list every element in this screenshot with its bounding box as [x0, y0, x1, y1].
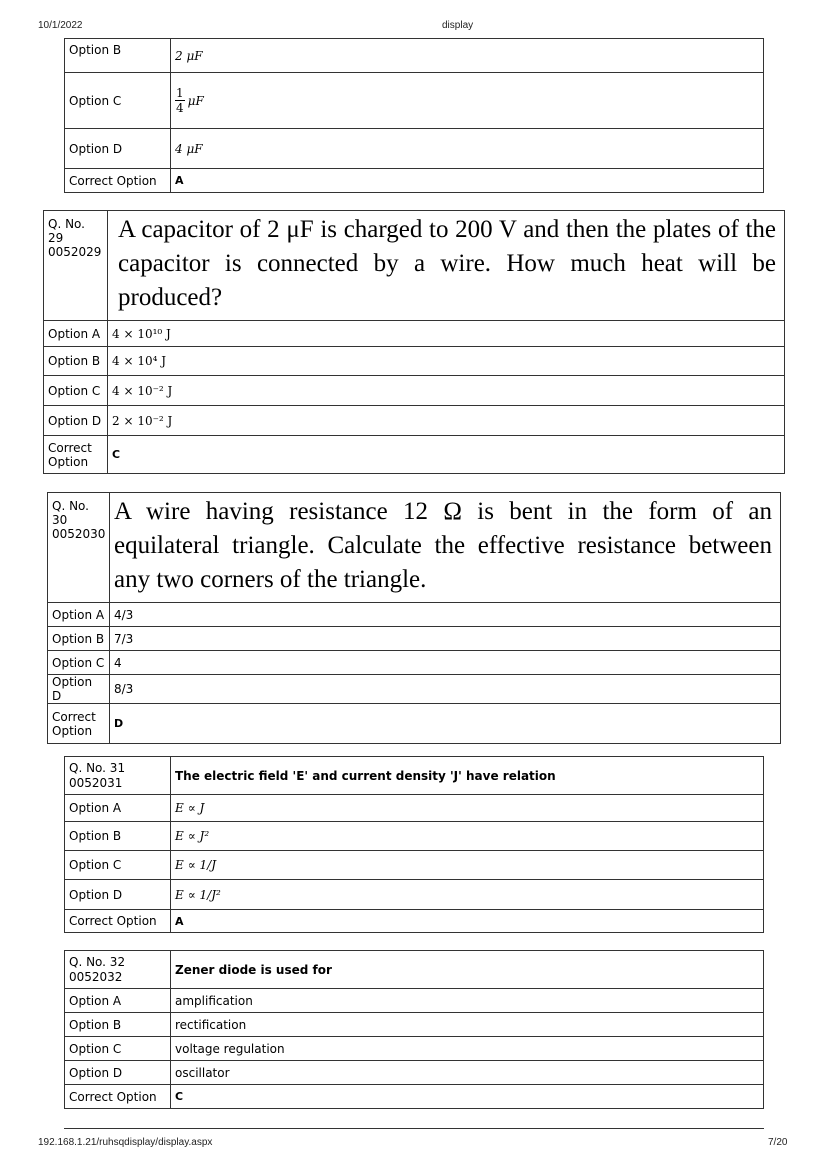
correct-row — [44, 436, 785, 474]
next-table-edge — [64, 1128, 764, 1129]
option-label: Option C — [48, 651, 110, 675]
correct-value: A — [171, 169, 764, 193]
correct-row — [65, 1085, 764, 1109]
print-title: display — [442, 20, 474, 31]
option-label: Option C — [65, 73, 171, 129]
option-label: Option C — [65, 851, 171, 880]
correct-value: C — [171, 1085, 764, 1109]
correct-value: D — [110, 704, 781, 744]
question-number: Q. No. 30 0052030 — [48, 493, 110, 603]
option-value: 4/3 — [110, 603, 781, 627]
correct-row — [65, 910, 764, 933]
question-31 — [64, 756, 764, 933]
option-value: amplification — [171, 989, 764, 1013]
question-row — [65, 757, 764, 795]
option-value: E ∝ J² — [171, 822, 764, 851]
correct-value: A — [171, 910, 764, 933]
option-label: Option B — [65, 39, 171, 73]
option-label: Option D — [48, 675, 110, 704]
option-value: 4 — [110, 651, 781, 675]
option-label: Option B — [65, 1013, 171, 1037]
question-row — [48, 493, 781, 603]
question-30 — [47, 492, 781, 744]
correct-row — [48, 704, 781, 744]
option-label: Option C — [44, 376, 108, 406]
question-row — [44, 211, 785, 321]
option-value: 4 × 10⁴ J — [108, 347, 785, 376]
question-text: A wire having resistance 12 Ω is bent in the form of an equilateral triangle. Calculate the effective resistance between any two corners of the triangle. — [110, 493, 781, 603]
question-28-tail — [64, 38, 764, 193]
page-number: 7/20 — [768, 1137, 788, 1148]
option-value: 2 × 10⁻² J — [108, 406, 785, 436]
option-value: $\frac{1}{4}$ μF — [171, 73, 764, 129]
question-number: Q. No. 32 0052032 — [65, 951, 171, 989]
option-label: Option D — [65, 129, 171, 169]
option-label: Option D — [44, 406, 108, 436]
print-url: 192.168.1.21/ruhsqdisplay/display.aspx — [38, 1137, 213, 1148]
question-number: Q. No. 31 0052031 — [65, 757, 171, 795]
option-value: 4 μF — [171, 129, 764, 169]
option-value: 2 μF — [171, 39, 764, 73]
question-number: Q. No. 29 0052029 — [44, 211, 108, 321]
fraction: $\frac{1}{4}$ — [176, 86, 184, 115]
correct-row — [65, 169, 764, 193]
option-label: Option B — [44, 347, 108, 376]
option-value: 4 × 10¹⁰ J — [108, 321, 785, 347]
option-label: Option C — [65, 1037, 171, 1061]
correct-label: Correct Option — [44, 436, 108, 474]
option-value: E ∝ J — [171, 795, 764, 822]
option-label: Option B — [48, 627, 110, 651]
question-29 — [43, 210, 785, 474]
option-label: Option A — [65, 795, 171, 822]
question-text: A capacitor of 2 μF is charged to 200 V and then the plates of the capacitor is connected by a wire. How much heat will be produced? — [108, 211, 785, 321]
option-value: rectification — [171, 1013, 764, 1037]
question-text: Zener diode is used for — [171, 951, 764, 989]
correct-label: Correct Option — [65, 1085, 171, 1109]
option-row — [65, 73, 764, 129]
correct-label: Correct Option — [65, 169, 171, 193]
option-value: voltage regulation — [171, 1037, 764, 1061]
question-row — [65, 951, 764, 989]
option-row — [65, 39, 764, 73]
option-label: Option A — [65, 989, 171, 1013]
option-value: 7/3 — [110, 627, 781, 651]
option-value: E ∝ 1/J — [171, 851, 764, 880]
correct-value: C — [108, 436, 785, 474]
question-text: The electric field 'E' and current density 'J' have relation — [171, 757, 764, 795]
option-value: 4 × 10⁻² J — [108, 376, 785, 406]
correct-label: Correct Option — [48, 704, 110, 744]
print-date: 10/1/2022 — [38, 20, 83, 31]
option-value: 8/3 — [110, 675, 781, 704]
option-label: Option D — [65, 1061, 171, 1085]
option-label: Option A — [48, 603, 110, 627]
option-label: Option B — [65, 822, 171, 851]
correct-label: Correct Option — [65, 910, 171, 933]
question-32 — [64, 950, 764, 1109]
option-value: oscillator — [171, 1061, 764, 1085]
option-label: Option D — [65, 880, 171, 910]
option-row — [65, 129, 764, 169]
option-value: E ∝ 1/J² — [171, 880, 764, 910]
option-label: Option A — [44, 321, 108, 347]
